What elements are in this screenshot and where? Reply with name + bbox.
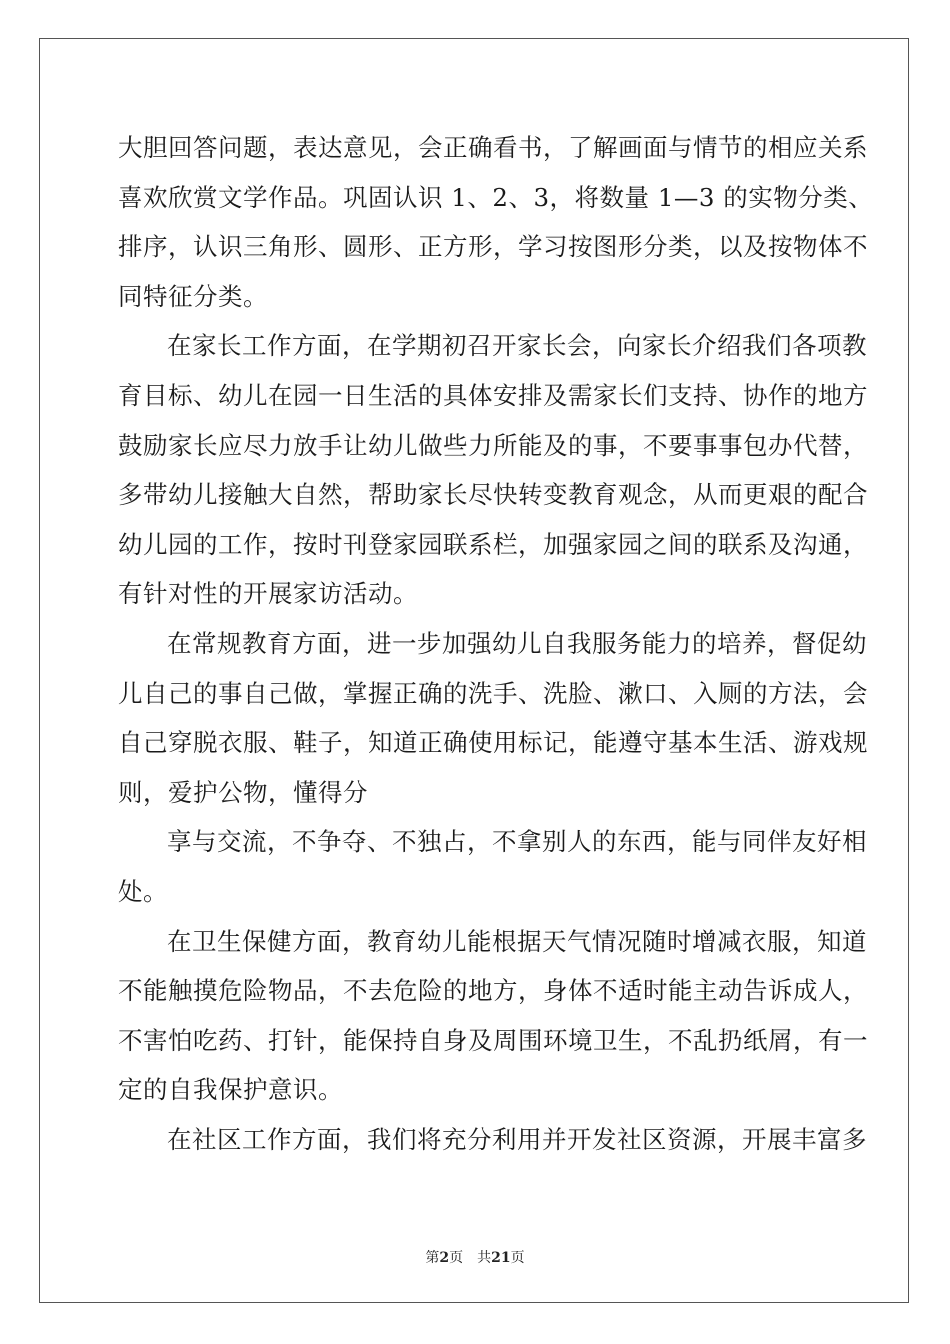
page-number: 2 <box>439 1250 450 1266</box>
text-line: 同特征分类。 <box>118 281 268 311</box>
text-line: 鼓励家长应尽力放手让幼儿做些力所能及的事，不要事事包办代替， <box>118 430 868 460</box>
text-line: 儿自己的事自己做，掌握正确的洗手、洗脸、漱口、入厕的方法，会 <box>118 678 868 708</box>
paragraph-start-line: 在社区工作方面，我们将充分利用并开发社区资源，开展丰富多 <box>167 1124 867 1154</box>
total-prefix: 共 <box>477 1250 492 1266</box>
text-line: 定的自我保护意识。 <box>118 1075 343 1105</box>
document-body <box>118 128 874 1169</box>
total-pages: 21 <box>491 1250 511 1266</box>
text-line: 不害怕吃药、打针，能保持自身及周围环境卫生，不乱扔纸屑，有一 <box>118 1025 868 1055</box>
text-line: 喜欢欣赏文学作品。巩固认识 1、2、3，将数量 1—3 的实物分类、 <box>118 182 874 212</box>
paragraph-start-line: 享与交流，不争夺、不独占，不拿别人的东西，能与同伴友好相 <box>167 827 867 857</box>
text-line: 处。 <box>118 876 168 906</box>
text-line: 有针对性的开展家访活动。 <box>118 579 418 609</box>
paragraph-start-line: 在常规教育方面，进一步加强幼儿自我服务能力的培养，督促幼 <box>167 628 867 658</box>
text-line: 排序，认识三角形、圆形、正方形，学习按图形分类，以及按物体不 <box>118 232 868 262</box>
text-line: 则，爱护公物，懂得分 <box>118 777 368 807</box>
text-line: 多带幼儿接触大自然，帮助家长尽快转变教育观念，从而更艰的配合 <box>118 480 868 510</box>
text-line: 自己穿脱衣服、鞋子，知道正确使用标记，能遵守基本生活、游戏规 <box>118 728 868 758</box>
paragraph-start-line: 在家长工作方面，在学期初召开家长会，向家长介绍我们各项教 <box>167 331 867 361</box>
text-line: 育目标、幼儿在园一日生活的具体安排及需家长们支持、协作的地方 <box>118 380 868 410</box>
total-suffix: 页 <box>510 1250 525 1266</box>
paragraph-start-line: 在卫生保健方面，教育幼儿能根据天气情况随时增减衣服，知道 <box>167 926 867 956</box>
page-prefix: 第 <box>425 1250 440 1266</box>
page-footer <box>0 1247 950 1267</box>
text-line: 大胆回答问题，表达意见，会正确看书，了解画面与情节的相应关系 <box>118 133 868 162</box>
page-suffix: 页 <box>449 1250 464 1266</box>
text-line: 不能触摸危险物品，不去危险的地方，身体不适时能主动告诉成人， <box>118 976 868 1006</box>
text-line: 幼儿园的工作，按时刊登家园联系栏，加强家园之间的联系及沟通， <box>118 529 868 559</box>
